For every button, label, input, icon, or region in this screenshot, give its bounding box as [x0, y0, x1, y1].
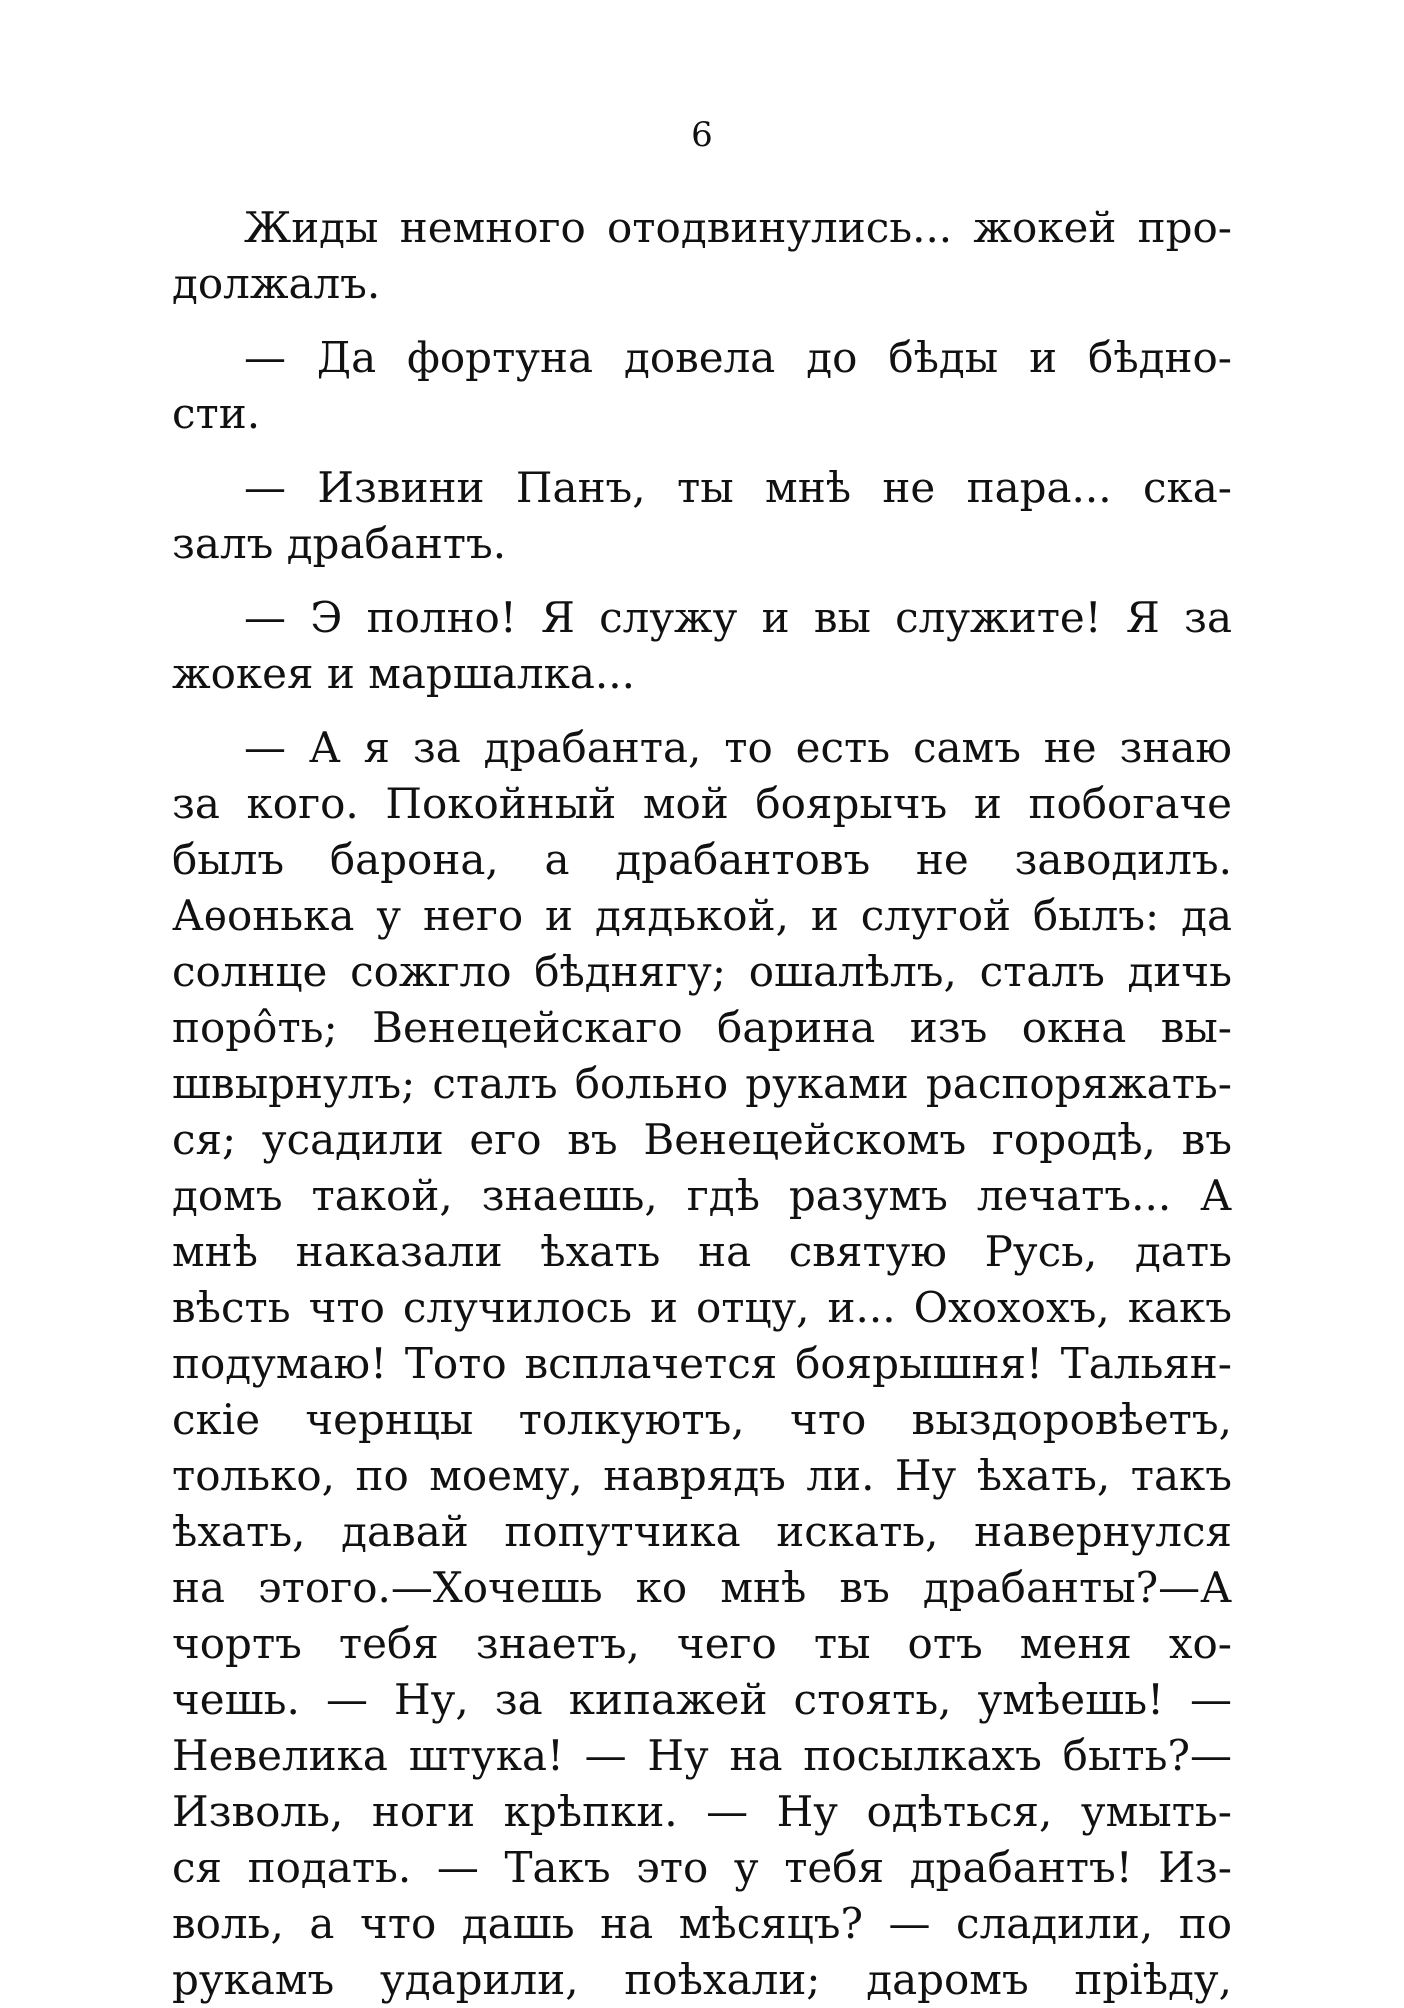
text-line: мнѣ наказали ѣхать на святую Русь, дать	[172, 1227, 1232, 1276]
body-text	[172, 200, 1232, 2008]
text-line: воль, а что дашь на мѣсяцъ? — сладили, по	[172, 1899, 1232, 1948]
text-line: чортъ тебя знаетъ, чего ты отъ меня хо-	[172, 1619, 1232, 1668]
text-line: — Э полно! Я служу и вы служите! Я за	[244, 593, 1232, 642]
text-line: Аѳонька у него и дядькой, и слугой былъ: да	[172, 891, 1232, 940]
text-line: — Да фортуна довела до бѣды и бѣдно-	[244, 333, 1232, 382]
text-line: ся; усадили его въ Венецейскомъ городѣ, въ	[172, 1115, 1232, 1164]
text-line: Изволь, ноги крѣпки. — Ну одѣться, умыть-	[172, 1787, 1232, 1836]
text-line: залъ драбантъ.	[172, 519, 507, 568]
text-line: только, по моему, наврядъ ли. Ну ѣхать, такъ	[172, 1451, 1232, 1500]
text-line: порôть; Венецейскаго барина изъ окна вы-	[172, 1003, 1232, 1052]
page-number: 6	[691, 115, 713, 155]
text-line: — Извини Панъ, ты мнѣ не пара... ска-	[244, 463, 1232, 512]
text-line: за кого. Покойный мой боярычъ и побогаче	[172, 779, 1232, 828]
text-line: должалъ.	[172, 259, 381, 308]
text-line: Жиды немного отодвинулись... жокей про-	[244, 203, 1232, 252]
text-line: ѣхать, давай попутчика искать, навернулся	[172, 1507, 1232, 1556]
text-line: вѣсть что случилось и отцу, и... Охохохъ, какъ	[172, 1283, 1232, 1332]
text-line: рукамъ ударили, поѣхали; даромъ пріѣду,	[172, 1955, 1232, 2004]
text-line: былъ барона, а драбантовъ не заводилъ.	[172, 835, 1232, 884]
text-line: — А я за драбанта, то есть самъ не знаю	[244, 723, 1232, 772]
text-line: швырнулъ; сталъ больно руками распоряжать-	[172, 1059, 1232, 1108]
text-line: сти.	[172, 389, 261, 438]
text-line: жокея и маршалка...	[172, 649, 635, 698]
text-line: домъ такой, знаешь, гдѣ разумъ лечатъ... А	[172, 1171, 1232, 1220]
text-line: скіе чернцы толкуютъ, что выздоровѣетъ,	[172, 1395, 1232, 1444]
text-line: подумаю! Тото всплачется боярышня! Тальян-	[172, 1339, 1232, 1388]
text-line: Невелика штука! — Ну на посылкахъ быть?—	[172, 1731, 1232, 1780]
text-line: чешь. — Ну, за кипажей стоять, умѣешь! —	[172, 1675, 1232, 1724]
text-line: солнце сожгло бѣднягу; ошалѣлъ, сталъ дичь	[172, 947, 1232, 996]
text-line: на этого.—Хочешь ко мнѣ въ драбанты?—А	[172, 1563, 1232, 1612]
text-line: ся подать. — Такъ это у тебя драбантъ! Из-	[172, 1843, 1232, 1892]
